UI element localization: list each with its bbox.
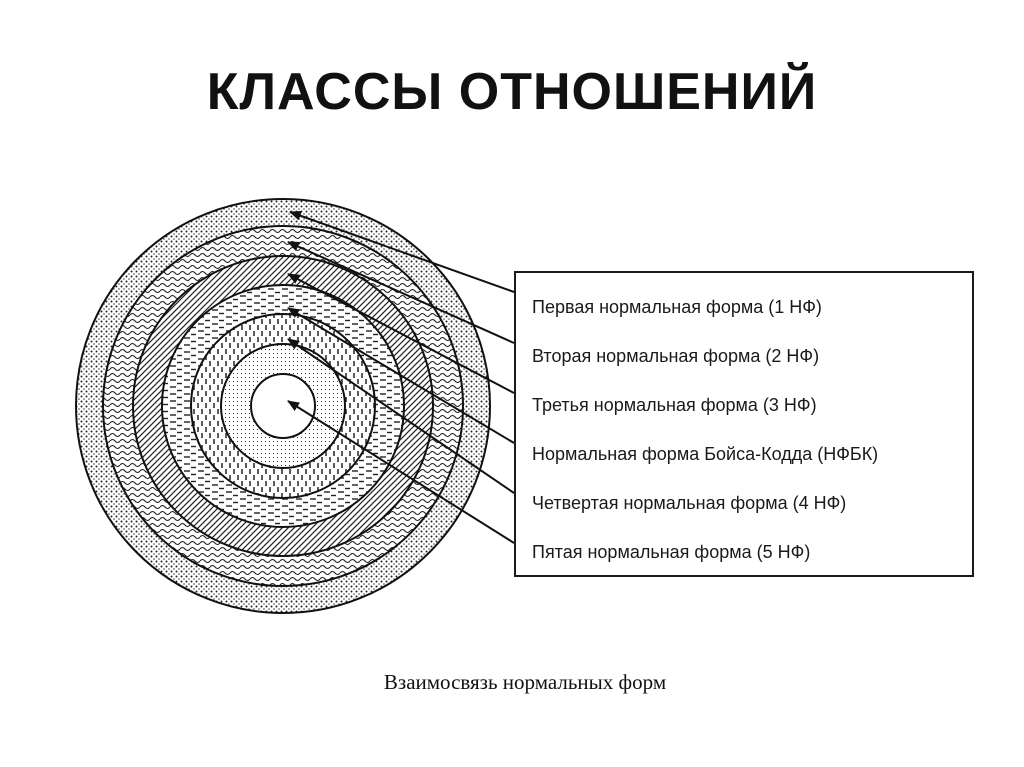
legend-item-5nf: Пятая нормальная форма (5 НФ): [532, 542, 811, 562]
legend-item-3nf: Третья нормальная форма (3 НФ): [532, 395, 817, 415]
center-circle: [251, 374, 315, 438]
legend-item-1nf: Первая нормальная форма (1 НФ): [532, 297, 822, 317]
legend-item-2nf: Вторая нормальная форма (2 НФ): [532, 346, 820, 366]
legend-box: [514, 271, 974, 577]
legend-item-bcnf: Нормальная форма Бойса-Кодда (НФБК): [532, 444, 879, 464]
legend-item-4nf: Четвертая нормальная форма (4 НФ): [532, 493, 847, 513]
slide-title: КЛАССЫ ОТНОШЕНИЙ: [206, 63, 818, 121]
diagram-caption: Взаимосвязь нормальных форм: [383, 670, 667, 694]
